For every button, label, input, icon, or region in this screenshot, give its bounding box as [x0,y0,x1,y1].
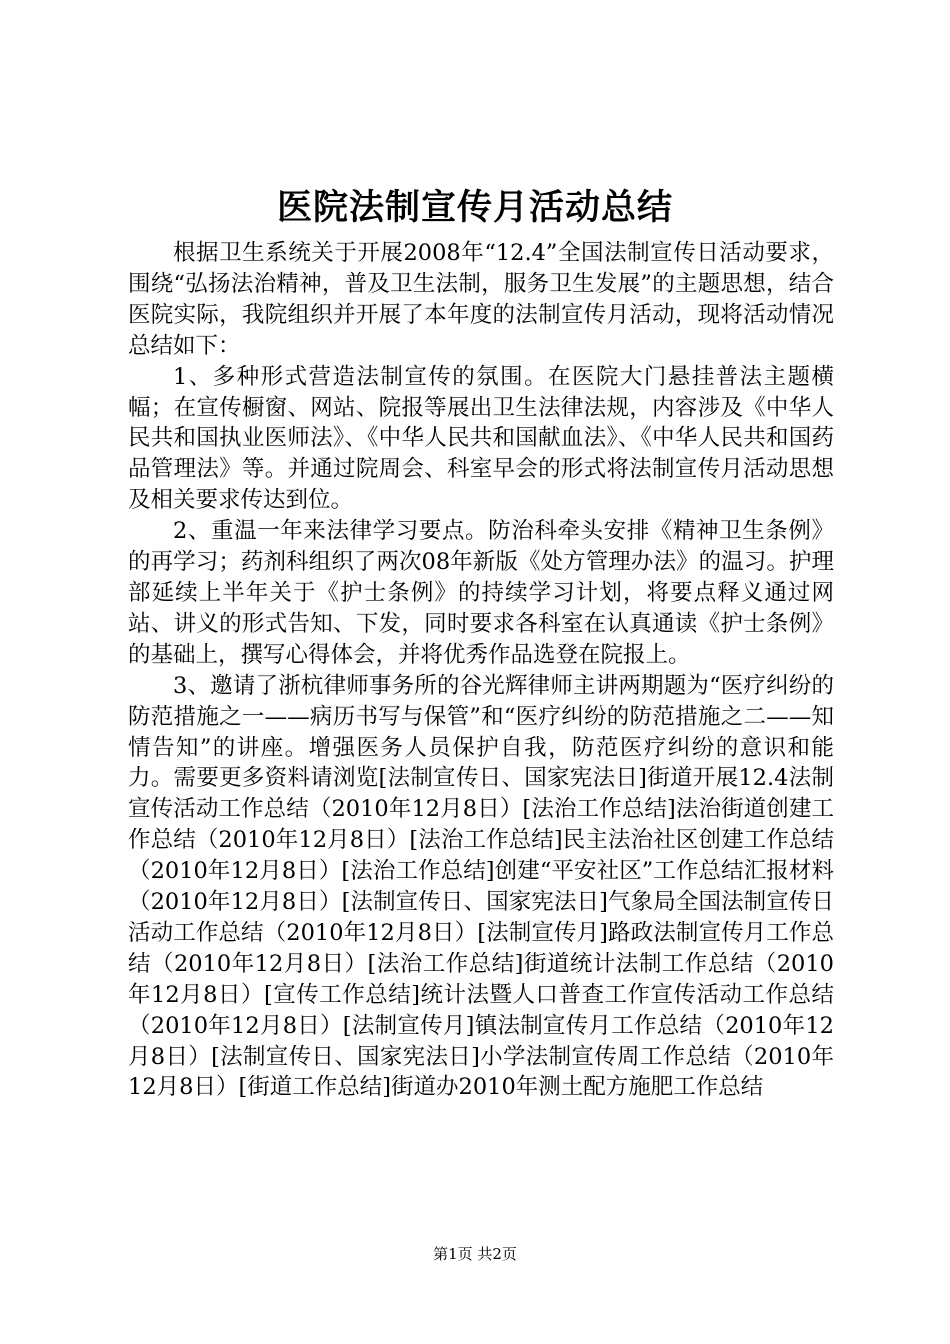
document-title: 医院法制宣传月活动总结 [276,187,673,228]
paragraph-item-2: 2、重温一年来法律学习要点。防治科牵头安排《精神卫生条例》的再学习；药剂科组织了两次08年新版《处方管理办法》的温习。护理部延续上半年关于《护士条例》的持续学习计划，将要点释义通过网站、讲义的形式告知、下发，同时要求各科室在认真通读《护士条例》的基础上，撰写心得体会，并将优秀作品选登在院报上。 [128,518,834,668]
paragraph-item-3: 3、邀请了浙杭律师事务所的谷光辉律师主讲两期题为“医疗纠纷的防范措施之一——病历书写与保管”和“医疗纠纷的防范措施之二——知情告知”的讲座。增强医务人员保护自我，防范医疗纠纷的意识和能力。需要更多资料请浏览[法制宣传日、国家宪法日]街道开展12.4法制宣传活动工作总结（2010年12月8日）[法治工作总结]法治街道创建工作总结（2010年12月8日）[法治工作总结]民主法治社区创建工作总结（2010年12月8日）[法治工作总结]创建“平安社区”工作总结汇报材料（2010年12月8日）[法制宣传日、国家宪法日]气象局全国法制宣传日活动工作总结（2010年12月8日）[法制宣传月]路政法制宣传月工作总结（2010年12月8日）[法治工作总结]街道统计法制工作总结（2010年12月8日）[宣传工作总结]统计法暨人口普查工作宣传活动工作总结（2010年12月8日）[法制宣传月]镇法制宣传月工作总结（2010年12月8日）[法制宣传日、国家宪法日]小学法制宣传周工作总结（2010年12月8日）[街道工作总结]街道办2010年测土配方施肥工作总结 [128,672,834,1101]
document-body [128,238,834,1103]
paragraph-item-1: 1、多种形式营造法制宣传的氛围。在医院大门悬挂普法主题横幅；在宣传橱窗、网站、院报等展出卫生法律法规，内容涉及《中华人民共和国执业医师法》、《中华人民共和国献血法》、《中华人民共和国药品管理法》等。并通过院周会、科室早会的形式将法制宣传月活动思想及相关要求传达到位。 [128,363,834,514]
paragraph-intro: 根据卫生系统关于开展2008年“12.4”全国法制宣传日活动要求，围绕“弘扬法治精神，普及卫生法制，服务卫生发展”的主题思想，结合医院实际，我院组织并开展了本年度的法制宣传月活动，现将活动情况总结如下： [128,240,834,359]
page-number-footer: 第1页 共2页 [433,1245,517,1263]
